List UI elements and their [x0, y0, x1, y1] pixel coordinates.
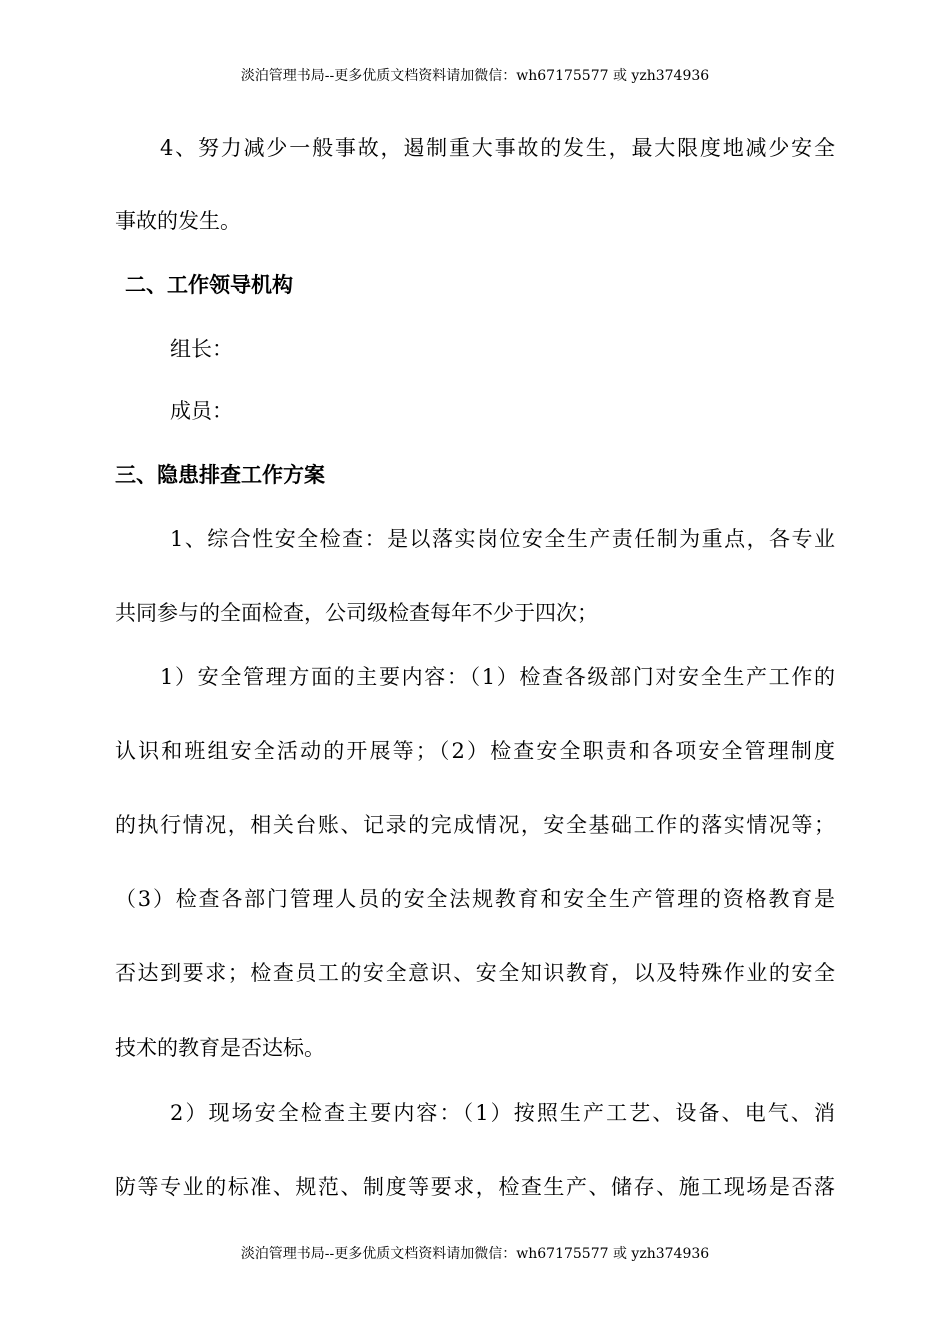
members-label: 成员：: [170, 399, 233, 423]
paragraph-line: 的执行情况，相关台账、记录的完成情况，安全基础工作的落实情况等；: [115, 813, 835, 837]
paragraph-line: 认识和班组安全活动的开展等；（2）检查安全职责和各项安全管理制度: [115, 739, 835, 763]
section-heading: 二、工作领导机构: [125, 273, 293, 297]
paragraph-line: 1）安全管理方面的主要内容：（1）检查各级部门对安全生产工作的: [160, 665, 835, 689]
paragraph-line: （3）检查各部门管理人员的安全法规教育和安全生产管理的资格教育是: [115, 887, 835, 911]
paragraph-line: 防等专业的标准、规范、制度等要求，检查生产、储存、施工现场是否落: [115, 1175, 835, 1199]
paragraph-line: 技术的教育是否达标。: [115, 1036, 325, 1060]
paragraph-line: 4、努力减少一般事故，遏制重大事故的发生，最大限度地减少安全: [160, 136, 835, 160]
paragraph-line: 共同参与的全面检查，公司级检查每年不少于四次；: [115, 601, 598, 625]
paragraph-line: 事故的发生。: [115, 209, 241, 233]
section-heading: 三、隐患排查工作方案: [115, 463, 325, 487]
paragraph-line: 1、综合性安全检查：是以落实岗位安全生产责任制为重点，各专业: [170, 527, 835, 551]
paragraph-line: 否达到要求；检查员工的安全意识、安全知识教育，以及特殊作业的安全: [115, 961, 835, 985]
paragraph-line: 2）现场安全检查主要内容：（1）按照生产工艺、设备、电气、消: [170, 1101, 835, 1125]
page-footer: 淡泊管理书局--更多优质文档资料请加微信：wh67175577 或 yzh374936: [240, 1246, 710, 1262]
page-header: 淡泊管理书局--更多优质文档资料请加微信：wh67175577 或 yzh374936: [240, 68, 710, 84]
group-leader-label: 组长：: [170, 337, 233, 361]
